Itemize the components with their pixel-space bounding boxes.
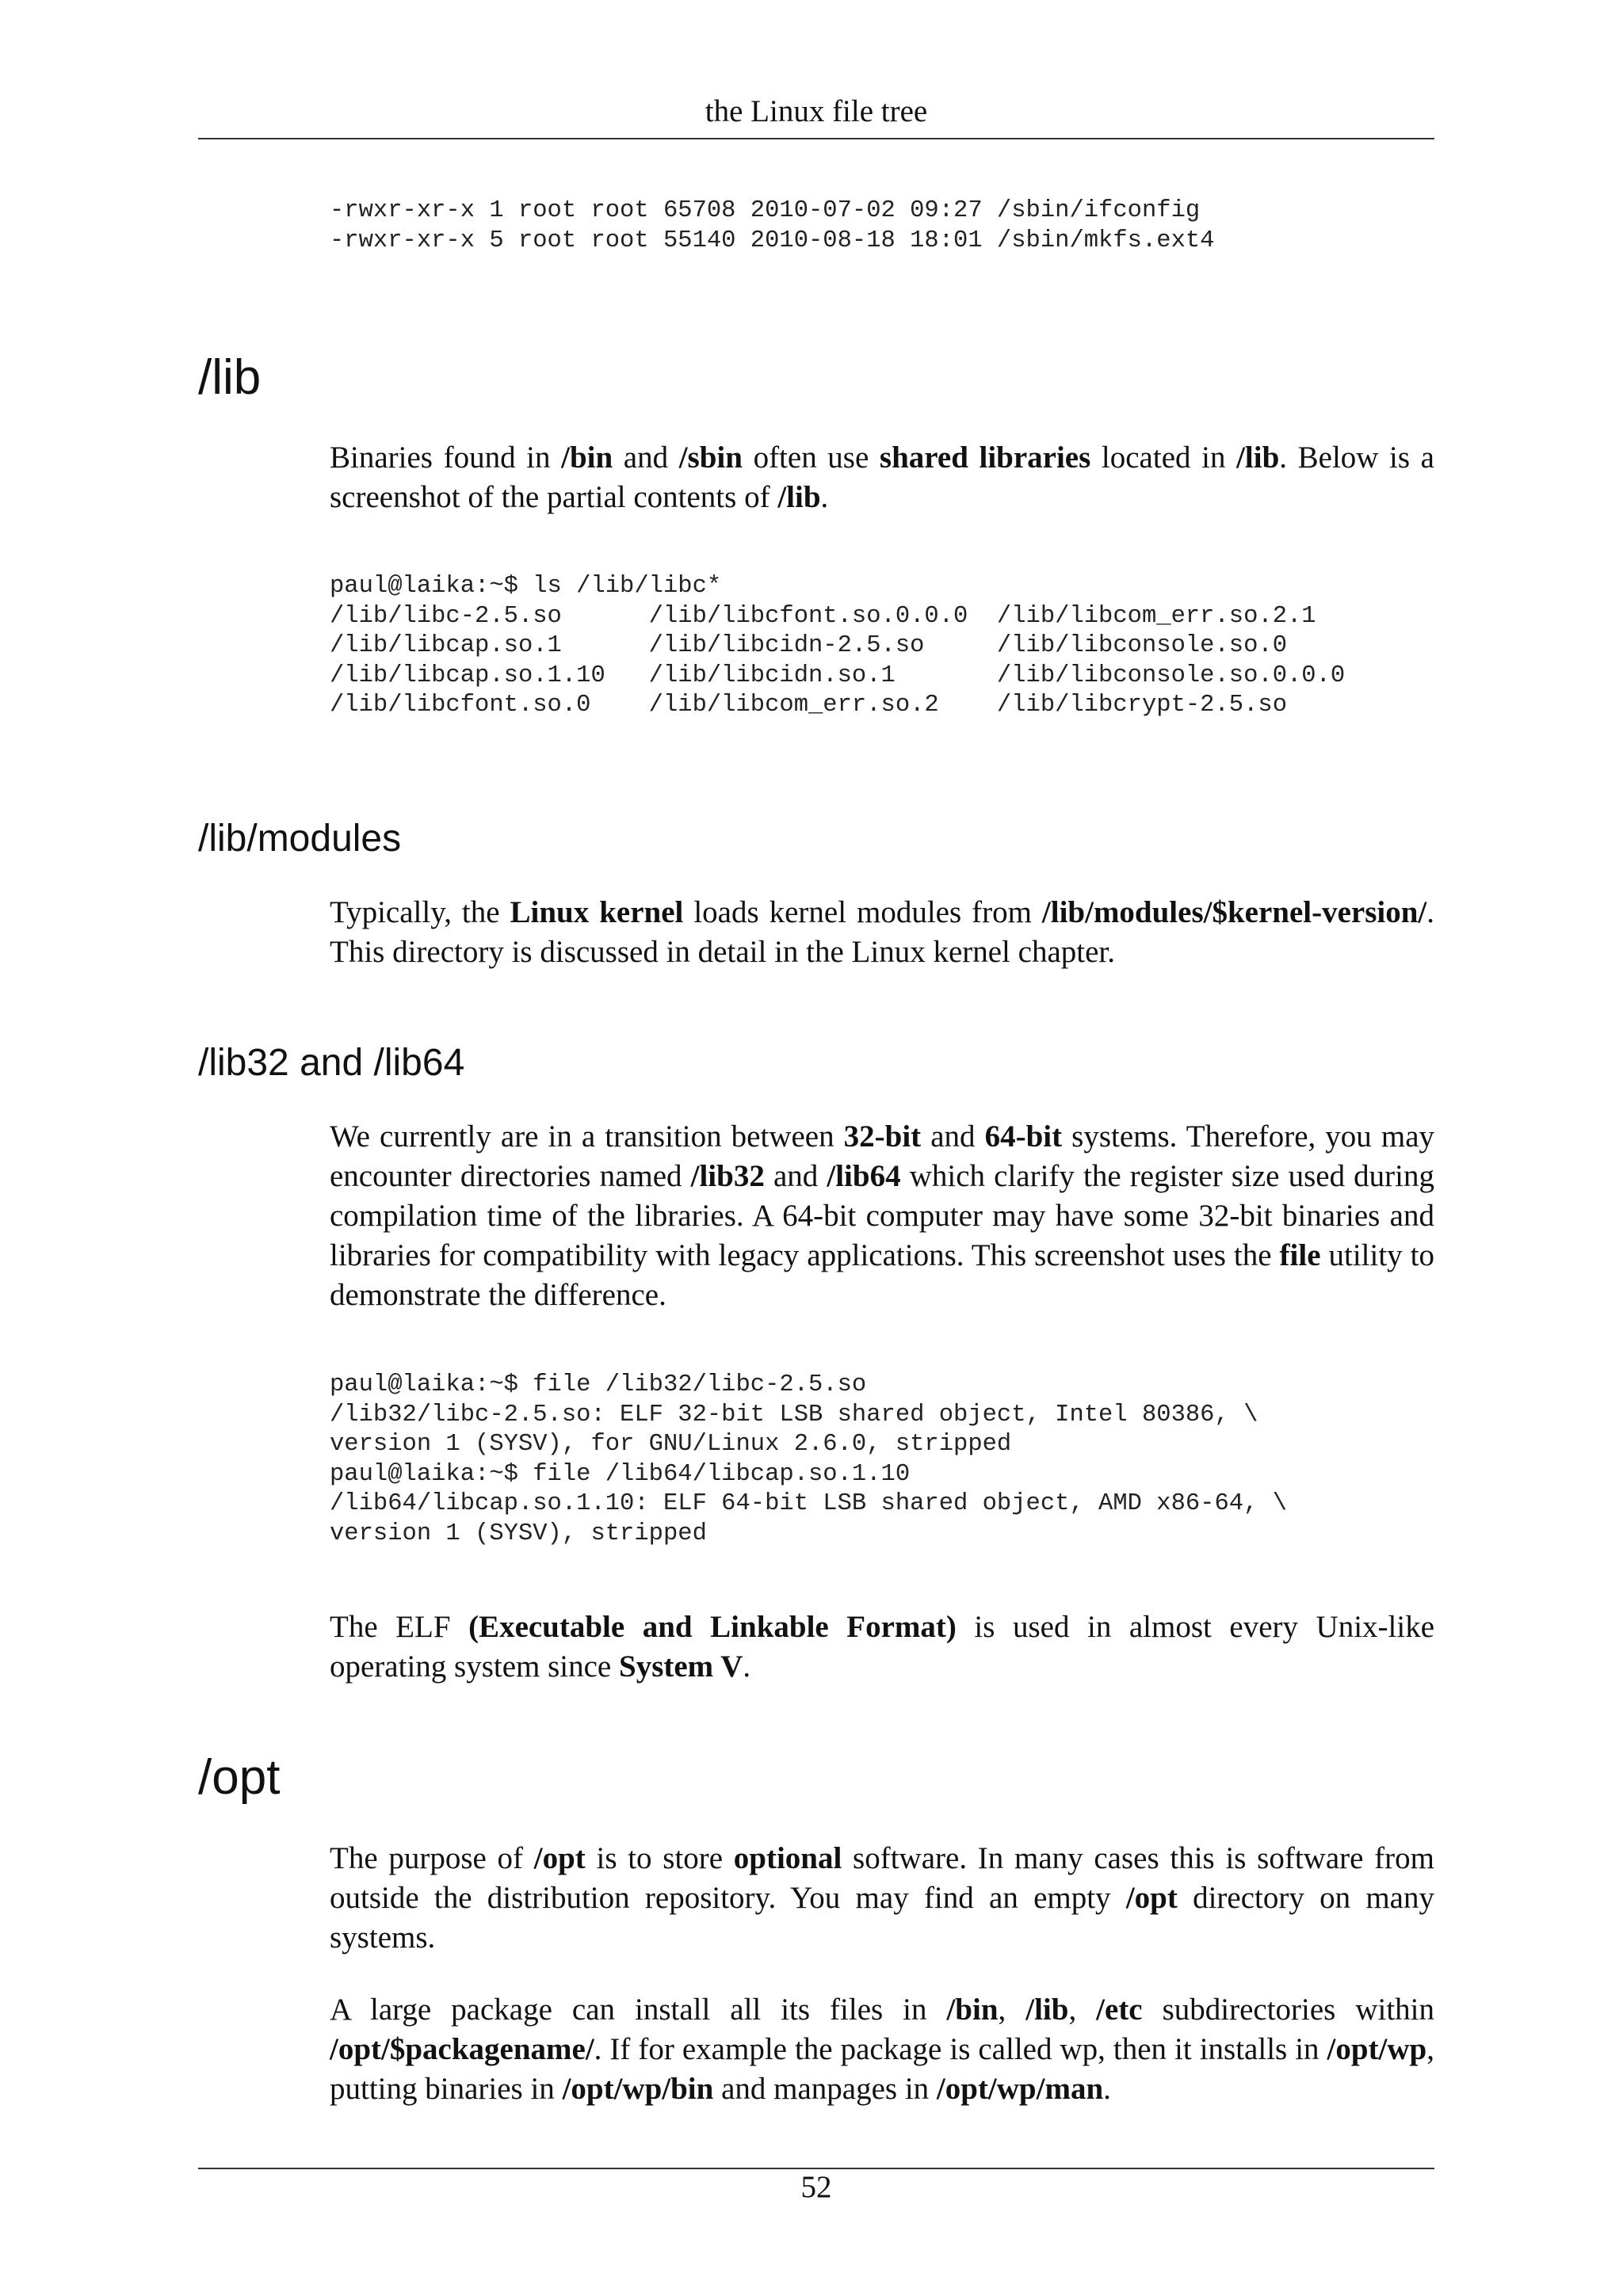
- page-number: 52: [800, 2170, 832, 2204]
- text-run: utility to demonstrate the difference.: [330, 1238, 1435, 1312]
- section-heading-lib32-lib64: /lib32 and /lib64: [198, 1042, 465, 1084]
- text-run: subdirectories within: [1142, 1993, 1434, 2027]
- text-run: ,: [998, 1993, 1026, 2027]
- running-header: the Linux file tree: [705, 94, 928, 128]
- header-rule: [198, 138, 1434, 139]
- code-line: version 1 (SYSV), for GNU/Linux 2.6.0, stripped: [330, 1431, 1012, 1458]
- bold-term: 64-bit: [984, 1119, 1063, 1154]
- lib-modules-paragraph: [330, 893, 1434, 972]
- text-run: .: [1103, 2072, 1111, 2106]
- bold-term: /bin: [946, 1993, 999, 2027]
- text-run: Binaries found in: [330, 441, 562, 475]
- code-line: paul@laika:~$ file /lib64/libcap.so.1.10: [330, 1460, 911, 1488]
- code-line: /lib/libcfont.so.0 /lib/libcom_err.so.2 /lib/libcrypt-2.5.so: [330, 692, 1287, 719]
- bold-term: (Executable and Linkable Format): [468, 1610, 957, 1644]
- bold-term: /opt: [533, 1841, 586, 1875]
- opt-paragraph-2: [330, 1990, 1434, 2109]
- bold-term: /lib: [1025, 1993, 1069, 2027]
- bold-term: /opt/wp/bin: [562, 2072, 714, 2106]
- code-block-ls-libc: [330, 572, 1345, 721]
- bold-term: /lib64: [827, 1159, 901, 1193]
- text-run: We currently are in a transition between: [330, 1119, 844, 1154]
- text-run: A large package can install all its files in: [330, 1993, 947, 2027]
- text-run: which clarify the register size used during compilation time of the libraries. A 64-bit computer may have some 32-bit binaries and libraries for compatibility with legacy applications. This screenshot uses the: [330, 1159, 1435, 1272]
- bold-term: file: [1279, 1238, 1321, 1272]
- code-line: /lib/libcap.so.1.10 /lib/libcidn.so.1 /lib/libconsole.so.0.0.0: [330, 662, 1346, 689]
- text-run: and: [613, 441, 679, 475]
- text-run: directory on many systems.: [330, 1881, 1434, 1955]
- bold-term: /opt/wp/man: [936, 2072, 1104, 2106]
- section-heading-lib: /lib: [198, 350, 262, 405]
- bold-term: /opt/wp: [1327, 2032, 1427, 2066]
- code-line: /lib/libcap.so.1 /lib/libcidn-2.5.so /lib/libconsole.so.0: [330, 632, 1287, 659]
- bold-term: /opt: [1125, 1881, 1178, 1915]
- code-line: /lib64/libcap.so.1.10: ELF 64-bit LSB shared object, AMD x86-64, \: [330, 1490, 1287, 1517]
- text-run: The ELF: [330, 1610, 469, 1644]
- elf-paragraph: [330, 1608, 1434, 1687]
- code-line: /lib32/libc-2.5.so: ELF 32-bit LSB shared object, Intel 80386, \: [330, 1401, 1258, 1428]
- bold-term: /etc: [1096, 1993, 1143, 2027]
- text-run: located in: [1090, 441, 1237, 475]
- text-run: and: [921, 1119, 985, 1154]
- text-run: software. In many cases this is software from outside the distribution repository. You may find an empty: [330, 1841, 1434, 1915]
- lib32-lib64-paragraph: [330, 1117, 1434, 1315]
- text-run: and manpages in: [713, 2072, 937, 2106]
- text-run: ,: [1068, 1993, 1097, 2027]
- code-line: version 1 (SYSV), stripped: [330, 1520, 707, 1547]
- bold-term: Linux kernel: [510, 895, 684, 929]
- text-run: .: [820, 480, 829, 514]
- text-run: . This directory is discussed in detail in the Linux kernel chapter.: [330, 895, 1435, 969]
- text-run: often use: [742, 441, 880, 475]
- text-run: systems. Therefore, you may encounter directories named: [330, 1119, 1435, 1193]
- code-line: -rwxr-xr-x 5 root root 55140 2010-08-18 18:01 /sbin/mkfs.ext4: [330, 227, 1215, 254]
- text-run: The purpose of: [330, 1841, 534, 1875]
- text-run: is used in almost every Unix-like operating system since: [330, 1610, 1435, 1684]
- text-run: . If for example the package is called wp, then it installs in: [594, 2032, 1327, 2066]
- text-run: loads kernel modules from: [683, 895, 1042, 929]
- text-run: .: [743, 1650, 751, 1684]
- code-block-sbin-listing: [330, 196, 1214, 256]
- section-heading-opt: /opt: [198, 1750, 281, 1805]
- bold-term: /lib: [1236, 441, 1280, 475]
- opt-paragraph-1: [330, 1839, 1434, 1958]
- text-run: . Below is a screenshot of the partial contents of: [330, 441, 1434, 514]
- code-line: paul@laika:~$ file /lib32/libc-2.5.so: [330, 1371, 867, 1398]
- code-block-file-command: [330, 1371, 1287, 1549]
- bold-term: shared libraries: [879, 441, 1091, 475]
- text-run: is to store: [585, 1841, 734, 1875]
- code-line: /lib/libc-2.5.so /lib/libcfont.so.0.0.0 /lib/libcom_err.so.2.1: [330, 602, 1316, 630]
- code-line: -rwxr-xr-x 1 root root 65708 2010-07-02 09:27 /sbin/ifconfig: [330, 197, 1201, 224]
- bold-term: /lib/modules/$kernel-version/: [1041, 895, 1427, 929]
- bold-term: /lib: [777, 480, 821, 514]
- bold-term: /lib32: [690, 1159, 765, 1193]
- text-run: , putting binaries in: [330, 2032, 1434, 2106]
- section-heading-lib-modules: /lib/modules: [198, 818, 402, 860]
- code-line: paul@laika:~$ ls /lib/libc*: [330, 573, 722, 600]
- bold-term: /opt/$packagename/: [330, 2032, 594, 2066]
- text-run: Typically, the: [330, 895, 510, 929]
- bold-term: System V: [619, 1650, 743, 1684]
- bold-term: /sbin: [678, 441, 743, 475]
- text-run: and: [764, 1159, 827, 1193]
- bold-term: optional: [733, 1841, 842, 1875]
- bold-term: /bin: [561, 441, 613, 475]
- bold-term: 32-bit: [843, 1119, 922, 1154]
- lib-paragraph: [330, 438, 1434, 517]
